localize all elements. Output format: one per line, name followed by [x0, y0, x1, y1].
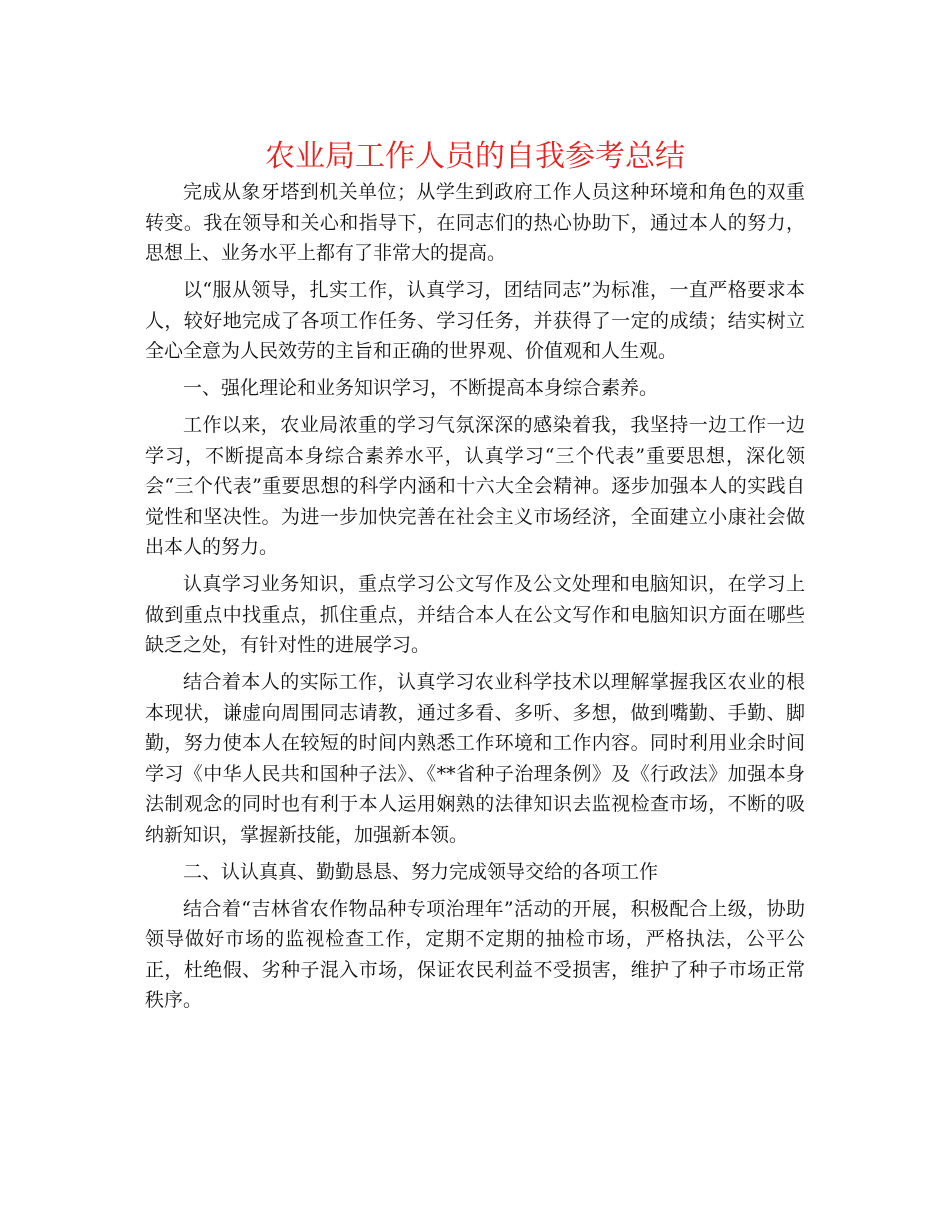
document-title: 农业局工作人员的自我参考总结 [265, 139, 685, 174]
paragraph: 完成从象牙塔到机关单位；从学生到政府工作人员这种环境和角色的双重转变。我在领导和关心和指导下，在同志们的热心协助下，通过本人的努力，思想上、业务水平上都有了非常大的提高。 [145, 181, 805, 264]
paragraph: 结合着“吉林省农作物品种专项治理年”活动的开展，积极配合上级，协助领导做好市场的监视检查工作，定期不定期的抽检市场，严格执法，公平公正，杜绝假、劣种子混入市场，保证农民利益不受损害，维护了种子市场正常秩序。 [145, 897, 805, 1011]
section-heading: 一、强化理论和业务知识学习，不断提高本身综合素养。 [183, 377, 659, 399]
paragraph: 以“服从领导，扎实工作，认真学习，团结同志”为标准，一直严格要求本人，较好地完成了各项工作任务、学习任务，并获得了一定的成绩；结实树立全心全意为人民效劳的主旨和正确的世界观、价值观和人生观。 [145, 279, 805, 362]
paragraph: 结合着本人的实际工作，认真学习农业科学技术以理解掌握我区农业的根本现状，谦虚向周围同志请教，通过多看、多听、多想，做到嘴勤、手勤、脚勤，努力使本人在较短的时间内熟悉工作环境和工作内容。同时利用业余时间学习《中华人民共和国种子法》、《**省种子治理条例》及《行政法》加强本身法制观念的同时也有利于本人运用娴熟的法律知识去监视检查市场，不断的吸纳新知识，掌握新技能，加强新本领。 [145, 671, 805, 846]
paragraph: 工作以来，农业局浓重的学习气氛深深的感染着我，我坚持一边工作一边学习，不断提高本身综合素养水平，认真学习“三个代表”重要思想，深化领会“三个代表”重要思想的科学内涵和十六大全会精神。逐步加强本人的实践自觉性和坚决性。为进一步加快完善在社会主义市场经济，全面建立小康社会做出本人的努力。 [145, 414, 805, 558]
paragraph: 认真学习业务知识，重点学习公文写作及公文处理和电脑知识，在学习上做到重点中找重点，抓住重点，并结合本人在公文写作和电脑知识方面在哪些缺乏之处，有针对性的进展学习。 [145, 573, 805, 656]
document-body [145, 177, 805, 1022]
section-heading: 二、认认真真、勤勤恳恳、努力完成领导交给的各项工作 [183, 860, 659, 883]
